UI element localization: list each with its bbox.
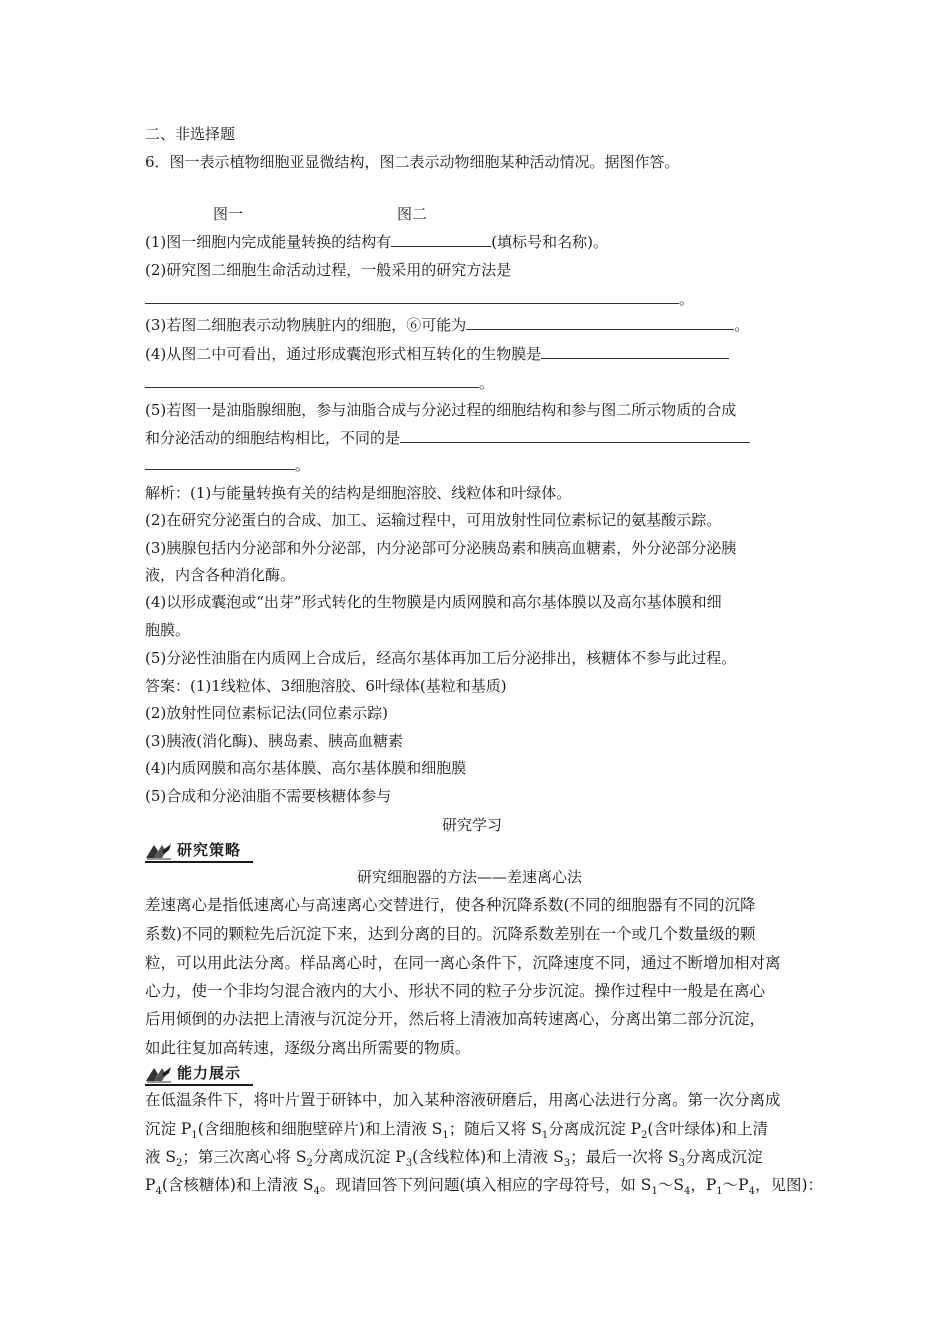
section-title: 二、非选择题 xyxy=(145,125,236,143)
analysis-line: (4)以形成囊泡或“出芽”形式转化的生物膜是内质网膜和高尔基体膜以及高尔基体膜和细 xyxy=(145,593,722,611)
ability-line xyxy=(145,1175,823,1198)
answer-blank[interactable] xyxy=(541,344,729,359)
text-run: 液 S xyxy=(145,1148,177,1166)
text-run: (含细胞核和细胞壁碎片)和上清液 S xyxy=(197,1120,443,1138)
subscript: 3 xyxy=(405,1158,413,1170)
answer-blank[interactable] xyxy=(145,289,679,304)
text-run: ，P xyxy=(690,1176,717,1194)
text-run: ，见图)： xyxy=(754,1176,823,1194)
subscript: 2 xyxy=(306,1158,313,1170)
ability-header-label: 能力展示 xyxy=(177,1064,242,1082)
study-title: 研究学习 xyxy=(442,816,503,834)
section-logo-icon xyxy=(145,1065,173,1083)
subscript: 2 xyxy=(641,1130,648,1142)
analysis-line: (2)在研究分泌蛋白的合成、加工、运输过程中，可用放射性同位素标记的氨基酸示踪。 xyxy=(145,511,722,529)
text-run: (含线粒体)和上清液 S xyxy=(412,1148,564,1166)
subscript: 4 xyxy=(683,1186,691,1198)
figure-2-label: 图二 xyxy=(397,205,428,223)
question-text: 和分泌活动的细胞结构相比，不同的是 xyxy=(145,429,401,447)
subscript: 3 xyxy=(563,1158,571,1170)
question-suffix: (填标号和名称)。 xyxy=(491,233,608,251)
section-logo-icon xyxy=(145,842,173,860)
method-paragraph-line: 差速离心是指低速离心与高速离心交替进行，使各种沉降系数(不同的细胞器有不同的沉降 xyxy=(145,896,756,914)
answer-blank[interactable] xyxy=(145,373,479,388)
answer-line: 答案：(1)1线粒体、3细胞溶胶、6叶绿体(基粒和基质) xyxy=(145,677,507,695)
text-run: ；最后一次将 S xyxy=(570,1148,679,1166)
analysis-line: 解析：(1)与能量转换有关的结构是细胞溶胶、线粒体和叶绿体。 xyxy=(145,484,572,502)
ability-line: 在低温条件下，将叶片置于研钵中，加入某种溶液研磨后，用离心法进行分离。第一次分离成 xyxy=(145,1091,781,1109)
question-6-stem: 6．图一表示植物细胞亚显微结构，图二表示动物细胞某种活动情况。据图作答。 xyxy=(145,153,680,171)
strategy-header xyxy=(145,840,253,862)
question-suffix: 。 xyxy=(679,290,695,308)
question-6-2: (2)研究图二细胞生命活动过程，一般采用的研究方法是 xyxy=(145,261,512,279)
figure-1-label: 图一 xyxy=(213,205,244,223)
analysis-line: 胞膜。 xyxy=(145,621,191,639)
ability-line xyxy=(145,1119,769,1142)
header-underline xyxy=(145,861,253,863)
answer-blank[interactable] xyxy=(400,428,750,443)
method-paragraph-line: 粒，可以用此法分离。样品离心时，在同一离心条件下，沉降速度不同，通过不断增加相对离 xyxy=(145,954,781,972)
analysis-line: 液，内含各种消化酶。 xyxy=(145,566,296,584)
question-text: (3)若图二细胞表示动物胰脏内的细胞，⑥可能为 xyxy=(145,316,467,334)
subscript: 2 xyxy=(176,1158,183,1170)
question-6-1 xyxy=(145,232,608,252)
text-run: 分离成沉淀 P xyxy=(548,1120,642,1138)
text-run: 分离成沉淀 xyxy=(685,1148,763,1166)
question-text: (1)图一细胞内完成能量转换的结构有 xyxy=(145,233,392,251)
answer-line: (3)胰液(消化酶)、胰岛素、胰高血糖素 xyxy=(145,732,403,750)
text-run: ～P xyxy=(722,1176,749,1194)
question-suffix: 。 xyxy=(479,374,495,392)
answer-blank[interactable] xyxy=(391,232,491,247)
text-run: (含叶绿体)和上清 xyxy=(647,1120,769,1138)
header-underline xyxy=(145,1084,253,1086)
text-run: ；随后又将 S xyxy=(448,1120,542,1138)
text-run: (含核糖体)和上清液 S xyxy=(161,1176,314,1194)
answer-line: (4)内质网膜和高尔基体膜、高尔基体膜和细胞膜 xyxy=(145,759,467,777)
question-6-5-line-1: (5)若图一是油脂腺细胞，参与油脂合成与分泌过程的细胞结构和参与图二所示物质的合成 xyxy=(145,401,737,419)
subscript: 1 xyxy=(651,1186,658,1198)
question-6-5-blank-line xyxy=(145,455,310,475)
answer-blank[interactable] xyxy=(466,315,734,330)
ability-line xyxy=(145,1147,763,1170)
text-run: 。现请回答下列问题(填入相应的字母符号，如 S xyxy=(319,1176,652,1194)
question-6-5-line-2 xyxy=(145,428,750,448)
question-6-4-blank-line xyxy=(145,373,494,393)
method-title: 研究细胞器的方法——差速离心法 xyxy=(357,868,583,886)
subscript: 1 xyxy=(716,1186,723,1198)
subscript: 1 xyxy=(541,1130,549,1142)
question-text: (4)从图二中可看出，通过形成囊泡形式相互转化的生物膜是 xyxy=(145,345,542,363)
question-suffix: 。 xyxy=(734,316,750,334)
text-run: ～S xyxy=(657,1176,684,1194)
method-paragraph-line: 如此往复加高转速，逐级分离出所需要的物质。 xyxy=(145,1039,471,1057)
text-run: 分离成沉淀 P xyxy=(312,1148,406,1166)
subscript: 4 xyxy=(313,1186,320,1198)
method-paragraph-line: 心力，使一个非均匀混合液内的大小、形状不同的粒子分步沉淀。操作过程中一般是在离心 xyxy=(145,982,766,1000)
question-6-2-blank-line xyxy=(145,289,694,309)
method-paragraph-line: 后用倾倒的办法把上清液与沉淀分开，然后将上清液加高转速离心，分离出第二部分沉淀， xyxy=(145,1010,766,1028)
strategy-header-label: 研究策略 xyxy=(177,841,242,859)
method-paragraph-line: 系数)不同的颗粒先后沉淀下来，达到分离的目的。沉降系数差别在一个或几个数量级的颗 xyxy=(145,925,756,943)
question-6-3 xyxy=(145,315,749,335)
text-run: ；第三次离心将 S xyxy=(182,1148,307,1166)
text-run: 沉淀 P xyxy=(145,1120,192,1138)
answer-line: (5)合成和分泌油脂不需要核糖体参与 xyxy=(145,787,392,805)
answer-line: (2)放射性同位素标记法(同位素示踪) xyxy=(145,704,388,722)
question-6-4 xyxy=(145,344,729,364)
subscript: 4 xyxy=(155,1186,162,1198)
subscript: 1 xyxy=(442,1130,449,1142)
text-run: P xyxy=(145,1176,156,1194)
answer-blank[interactable] xyxy=(145,455,295,470)
analysis-line: (3)胰腺包括内分泌部和外分泌部，内分泌部可分泌胰岛素和胰高血糖素，外分泌部分泌胰 xyxy=(145,539,737,557)
analysis-line: (5)分泌性油脂在内质网上合成后，经高尔基体再加工后分泌排出，核糖体不参与此过程。 xyxy=(145,649,737,667)
ability-header xyxy=(145,1063,253,1085)
subscript: 1 xyxy=(191,1130,198,1142)
question-suffix: 。 xyxy=(295,456,311,474)
subscript: 3 xyxy=(678,1158,686,1170)
subscript: 4 xyxy=(748,1186,755,1198)
